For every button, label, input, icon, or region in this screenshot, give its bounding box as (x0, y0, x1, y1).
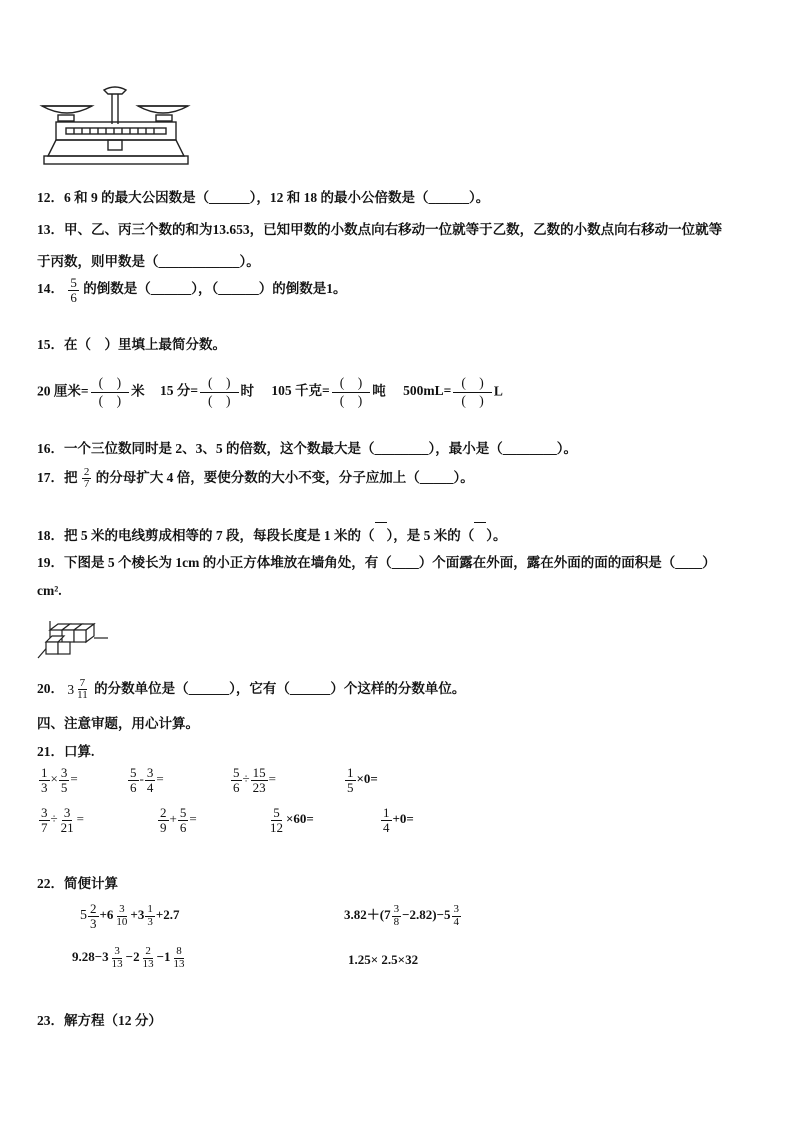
operator: - (139, 771, 144, 787)
fraction: $\frac{15}{23}$ (252, 765, 266, 795)
fraction: $\frac{5}{6}$ (130, 765, 137, 795)
operator: ×0= (356, 771, 378, 787)
simplify-expression-3: 9.28−3 $\frac{3}{13}$ −2 $\frac{2}{13}$ −1 $\frac{8}{13}$ (72, 945, 185, 970)
simplify-expression-4: 1.25× 2.5×32 (348, 952, 419, 967)
oral-calc-3 (230, 766, 276, 794)
question-text: ）。 (486, 528, 507, 543)
fraction: $\frac{1}{3}$ (41, 765, 48, 795)
question-18 (37, 524, 507, 544)
fraction: $\frac{1}{5}$ (347, 765, 354, 795)
operator: = (156, 771, 164, 787)
question-number: 20． (37, 681, 64, 696)
oral-calc-5 (38, 806, 84, 834)
operator: = (189, 811, 197, 827)
question-20 (37, 677, 465, 702)
operator: ÷ (50, 811, 58, 827)
item-prefix: 500mL= (403, 383, 452, 399)
balance-scale-illustration (38, 82, 198, 170)
question-text: 的分数单位是（______），它有（______）个这样的分数单位。 (94, 681, 466, 696)
oral-calc-2 (127, 766, 164, 794)
simplify-expression-2: 3.82＋(7 $\frac{3}{8}$ −2.82)−5 $\frac{3}{4}$ (344, 903, 459, 928)
operator: × (50, 771, 58, 787)
item-prefix: 105 千克= (271, 383, 330, 399)
item-prefix: 15 分= (159, 383, 199, 399)
fraction: $\frac{3}{7}$ (41, 805, 48, 835)
fraction: $\frac{5}{12}$ (270, 805, 283, 835)
fraction: $\frac{3}{4}$ (146, 765, 154, 795)
operator: = (268, 771, 276, 787)
blank-fraction-bar (474, 528, 486, 544)
question-text: 17．把 (37, 470, 78, 485)
question-15-items (37, 375, 503, 410)
fraction: $\frac{5}{6}$ (179, 805, 187, 835)
question-14 (37, 276, 347, 304)
fraction: $\frac{5}{6}$ (233, 765, 240, 795)
simplify-expression-1: 5 $\frac{2}{3}$ +6 $\frac{3}{10}$ +3 $\frac{1}{3}$ +2.7 (80, 901, 180, 931)
question-16: 16．一个三位数同时是 2、3、5 的倍数，这个数最大是（________），最小是（________）。 (37, 441, 577, 456)
blank-fraction: ( ) ( ) (332, 375, 371, 410)
question-12: 12．6 和 9 的最大公因数是（______），12 和 18 的最小公倍数是（______）。 (37, 190, 490, 205)
fraction: $\frac{3}{21}$ (60, 805, 74, 835)
oral-calc-8 (380, 806, 414, 834)
blank-fraction-bar (375, 528, 387, 544)
operator: + (169, 811, 177, 827)
item-unit: 时 (240, 383, 255, 399)
fraction: $\frac{1}{4}$ (383, 805, 390, 835)
section-title: 四、注意审题，用心计算。 (37, 716, 199, 731)
blank-fraction: ( ) ( ) (200, 375, 239, 410)
question-text: 18．把 5 米的电线剪成相等的 7 段，每段长度是 1 米的（ (37, 528, 375, 543)
question-13-line1: 13．甲、乙、丙三个数的和为13.653，已知甲数的小数点向右移动一位就等于乙数，乙数的小数点向右移动一位就等 (37, 222, 723, 237)
oral-calc-6 (157, 806, 197, 834)
question-number: 14． (37, 281, 64, 297)
fraction: $\frac{5}{6}$ (70, 275, 77, 305)
question-13-line2: 于丙数，则甲数是（____________）。 (37, 254, 260, 269)
item-unit: 吨 (372, 383, 386, 399)
question-22: 22．简便计算 (37, 876, 118, 891)
cubes-corner-illustration (36, 618, 110, 662)
question-21: 21．口算. (37, 744, 95, 759)
mixed-number: 3 $\frac{7}{11}$ (67, 676, 88, 702)
question-text: ），是 5 米的（ (386, 528, 475, 543)
operator: ×60= (286, 811, 314, 827)
blank-fraction: ( ) ( ) (453, 375, 492, 410)
operator: ÷ (242, 771, 250, 787)
question-23: 23．解方程（12 分） (37, 1013, 162, 1028)
fraction: $\frac{2}{9}$ (160, 805, 167, 835)
question-17 (37, 466, 474, 491)
operator: = (76, 811, 84, 827)
question-text: 的倒数是（______），（______）的倒数是1。 (83, 281, 347, 297)
oral-calc-1 (38, 766, 78, 794)
question-15: 15．在（ ）里填上最简分数。 (37, 337, 226, 352)
oral-calc-4 (344, 766, 378, 794)
item-unit: 米 (131, 383, 145, 399)
item-prefix: 20 厘米= (37, 383, 89, 399)
oral-calc-7 (267, 806, 314, 834)
question-text: 的分母扩大 4 倍，要使分数的大小不变，分子应加上（_____）。 (95, 470, 474, 485)
question-19-line2: cm². (37, 583, 62, 598)
fraction: $\frac{3}{5}$ (60, 765, 68, 795)
operator: +0= (392, 811, 414, 827)
fraction: $\frac{2}{7}$ (83, 465, 90, 491)
item-unit: L (493, 383, 503, 399)
blank-fraction: ( ) ( ) (91, 375, 130, 410)
operator: = (70, 771, 78, 787)
question-19-line1: 19．下图是 5 个棱长为 1cm 的小正方体堆放在墙角处，有（____）个面露在外面，露在外面的面的面积是（____） (37, 555, 716, 570)
